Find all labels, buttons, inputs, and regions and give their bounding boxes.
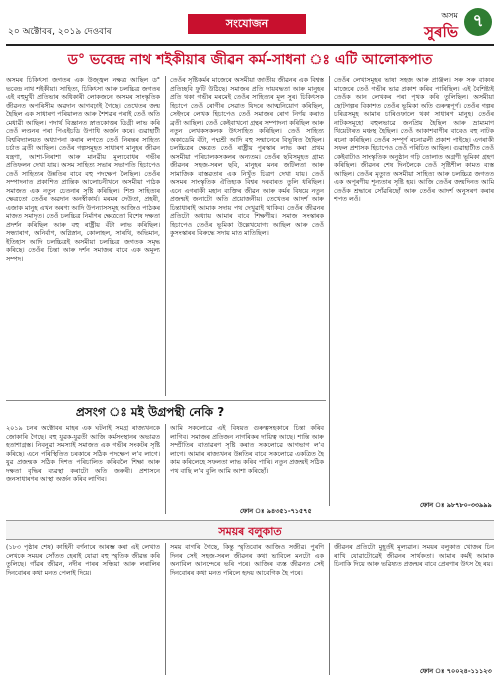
section-divider bbox=[6, 400, 326, 401]
article-column-2-text: তেওঁৰ সৃষ্টিকৰ্মৰ মাজেৰে অসমীয়া জাতীয় জীৱনৰ এক বিশ্বস্ত প্ৰতিচ্ছবি ফুটি উঠিছে। সমাজৰ প্ৰতি দায়বদ্ধতা আৰু মানুহৰ প্ৰতি থকা গভীৰ মৰমেই তেওঁৰ সাহিত্যৰ মূল সুৰ। চিকিৎসক হিচাপে তেওঁ ৰোগীৰ সেৱাত যিদৰে আত্মনিয়োগ কৰিছিল, সেইদৰে লেখক হিচাপেও তেওঁ সমাজৰ ৰোগ নিৰ্ণয় কৰাত ব্ৰতী আছিল। তেওঁ কেইবাখনো গ্ৰন্থৰ সম্পাদনা কৰিছিল আৰু নতুন লেখকসকলক উৎসাহিত কৰিছিল। তেওঁ সাহিত্য অকাডেমি বঁটা, পদ্মশ্ৰী আদি বহু সন্মানেৰে বিভূষিত হৈছিল। চলচ্চিত্ৰৰ ক্ষেত্ৰত তেওঁ ৰাষ্ট্ৰীয় পুৰস্কাৰ লাভ কৰা প্ৰথম অসমীয়া পৰিচালকসকলৰ অন্যতম। তেওঁৰ ছবিসমূহত গ্ৰাম্য জীৱনৰ সহজ-সৰল ছবি, মানুহৰ মনৰ জটিলতা আৰু সামাজিক বাস্তৱতাৰ এক নিখুঁত চিত্ৰণ দেখা যায়। তেওঁ অসমৰ সাংস্কৃতিক ঐতিহ্যক বিশ্বৰ দৰবাৰত তুলি ধৰিছিল। এনে এগৰাকী মহান ব্যক্তিৰ জীৱন আৰু কৰ্মৰ বিষয়ে নতুন প্ৰজন্মই জনাটো অতি প্ৰয়োজনীয়। তেখেতৰ আদৰ্শ আৰু চিন্তাধাৰাই আমাক সদায় পথ দেখুৱাই থাকিব। তেওঁৰ জীৱনৰ প্ৰতিটো অধ্যায় আমাৰ বাবে শিক্ষণীয়। সমাজ সংস্কাৰক হিচাপেও তেওঁৰ ভূমিকা উল্লেখযোগ্য আছিল আৰু তেওঁ কুসংস্কাৰৰ বিৰুদ্ধে সদায় মাত মাতিছিল। bbox=[170, 76, 324, 237]
article-column-1 bbox=[6, 76, 160, 396]
article-headline: ড° ভবেন্দ্ৰ নাথ শইকীয়াৰ জীৱন কৰ্ম-সাধনা ঃ এটি আলোকপাত bbox=[67, 52, 433, 68]
article3-column-3 bbox=[334, 543, 494, 663]
article2-column-1 bbox=[6, 424, 160, 514]
article-column-3-text: তেওঁৰ লেখাসমূহৰ ভাষা সহজ আৰু প্ৰাঞ্জল। সৰু সৰু বাক্যৰ মাজেৰে তেওঁ গভীৰ ভাৱ প্ৰকাশ কৰিব পাৰিছিল। এই বৈশিষ্ট্যই তেওঁক আন লেখকৰ পৰা পৃথক কৰি তুলিছিল। অসমীয়া ছোটগল্পৰ বিকাশত তেওঁৰ ভূমিকা অতি গুৰুত্বপূৰ্ণ। তেওঁৰ গল্পৰ চৰিত্ৰসমূহ আমাৰ চাৰিওফালে থকা সাধাৰণ মানুহ। তেওঁৰ নাটকসমূহো বহুলভাৱে জনপ্ৰিয় হৈছিল আৰু ভ্ৰাম্যমাণ থিয়েটাৰত মঞ্চস্থ হৈছিল। তেওঁ আকাশবাণীৰ বাবেও বহু নাটক ৰচনা কৰিছিল। তেওঁৰ সম্পূৰ্ণ ৰচনাৱলী প্ৰকাশ পাইছে। এগৰাকী সফল প্ৰশাসক হিচাপেও তেওঁ পৰিচিত আছিল। গুৱাহাটীত তেওঁ কেইবাটাও সাংস্কৃতিক অনুষ্ঠান গঢ়ি তোলাত অগ্ৰণী ভূমিকা গ্ৰহণ কৰিছিল। জীৱনৰ শেষ দিনলৈকে তেওঁ সৃষ্টিশীল কামত ব্যস্ত আছিল। তেওঁৰ মৃত্যুত অসমীয়া সাহিত্য আৰু চলচ্চিত্ৰ জগতত এক অপূৰণীয় শূন্যতাৰ সৃষ্টি হয়। আজি তেওঁৰ জন্মদিনত আমি তেওঁক শ্ৰদ্ধাৰে সোঁৱৰিছোঁ আৰু তেওঁৰ আদৰ্শ অনুসৰণ কৰাৰ শপত লওঁ। bbox=[334, 76, 494, 203]
section-title: সংযোজন bbox=[188, 14, 306, 34]
brand-small: অসম bbox=[441, 11, 458, 20]
footer-title-bar bbox=[6, 520, 494, 540]
column-divider bbox=[165, 424, 166, 514]
article3-column-3-text: জীৱনৰ প্ৰতিটো মুহূৰ্তই মূল্যৱান। সময়ৰ বলুকাত খোজৰ চিন ৰাখি যোৱাটোৱেই জীৱনৰ সাৰ্থকতা। আমাৰ কৰ্মই আমাক চিনাকি দিয়ে আৰু ভৱিষ্যত প্ৰজন্মৰ বাবে প্ৰেৰণাৰ উৎস হৈ ৰয়। bbox=[334, 543, 494, 568]
column-divider bbox=[329, 76, 330, 506]
column-divider bbox=[329, 543, 330, 675]
column-divider bbox=[165, 76, 166, 396]
article2-column-2-text: আমি সকলোৱে এই বিষয়ত গুৰুত্বসহকাৰে চিন্তা কৰিব লাগিব। সমাজৰ প্ৰতিজন নাগৰিকৰ দায়িত্ব আছে। শান্তি আৰু সম্প্ৰীতিৰ বাতাৱৰণ সৃষ্টি কৰাত সকলোৱে আগভাগ ল'ব লাগে। আমাৰ ৰাজ্যখনৰ উন্নতিৰ বাবে সকলোৱে একত্ৰিত হৈ কাম কৰিলেহে সফলতা লাভ কৰিব পাৰি। নতুন প্ৰজন্মই সঠিক পথ বাছি ল'ব বুলি আমি আশা কৰিছোঁ। bbox=[170, 424, 324, 475]
article3-title: সময়ৰ বলুকাত bbox=[218, 525, 282, 538]
article-signature: ফোন ঃ ৯৮৭৮০-৩৩৯৯৯ bbox=[420, 501, 492, 509]
page-number-badge: ৭ bbox=[464, 8, 492, 36]
article2-signature: ফোন ঃ ৯৪৩৫১-৭১৫৭৫ bbox=[240, 507, 312, 515]
header-divider bbox=[6, 44, 494, 46]
article3-column-1 bbox=[6, 543, 160, 675]
issue-date: ২০ অক্টোবৰ, ২০১৯ দেওবাৰ bbox=[8, 27, 112, 37]
article-column-2 bbox=[170, 76, 324, 396]
column-divider bbox=[165, 543, 166, 675]
article-column-1-text: অসমৰ চিকিৎসা জগতৰ এক উজ্জ্বল নক্ষত্ৰ আছিল ড° ভবেন্দ্ৰ নাথ শইকীয়া। সাহিত্য, চিকিৎসা আৰু চলচ্চিত্ৰ জগতৰ এই বহুমুখী প্ৰতিভাৰ অধিকাৰী লোকজনে অসমৰ সাংস্কৃতিক জীৱনত অপৰিসীম অৱদান আগবঢ়াই গৈছে। তেখেতৰ জন্ম হৈছিল এক সাধাৰণ পৰিয়ালত আৰু শৈশৱৰ পৰাই তেওঁ অতি মেধাৱী আছিল। পদাৰ্থ বিজ্ঞানত স্নাতকোত্তৰ ডিগ্ৰী লাভ কৰি তেওঁ লণ্ডনৰ পৰা পিএইচডি উপাধি অৰ্জন কৰে। গুৱাহাটী বিশ্ববিদ্যালয়ত অধ্যাপনা কৰাৰ লগতে তেওঁ নিৰন্তৰ সাহিত্য চৰ্চাত ব্ৰতী আছিল। তেওঁৰ গল্পসমূহত সাধাৰণ মানুহৰ জীৱন যন্ত্ৰণা, আশা-নিৰাশা আৰু মানৱীয় মূল্যবোধৰ গভীৰ প্ৰতিফলন দেখা যায়। অসম সাহিত্য সভাৰ সভাপতি হিচাপেও তেওঁ সাহিত্যৰ উন্নতিৰ বাবে বহু পদক্ষেপ লৈছিল। তেওঁৰ সম্পাদনাত প্ৰকাশিত প্ৰান্তিক আলোচনীখনে অসমীয়া পাঠক সমাজত এক নতুন চেতনাৰ সৃষ্টি কৰিছিল। শিশু সাহিত্যৰ ক্ষেত্ৰতো তেওঁৰ অৱদান অনস্বীকাৰ্য। মৰমৰ দেউতা, প্ৰহৰী, এজাক মানুহ এখন অৰণ্য আদি উপন্যাসসমূহ আজিও পাঠকৰ মাজত সমাদৃত। তেওঁ চলচ্চিত্ৰ নিৰ্মাণৰ ক্ষেত্ৰতো বিশেষ দক্ষতা প্ৰদৰ্শন কৰিছিল আৰু বহু ৰাষ্ট্ৰীয় বঁটা লাভ কৰিছিল। সন্ধ্যাৰাগ, অনিৰ্বাণ, অগ্নিস্নান, কোলাহল, সাৰথি, অভিমান, ইতিহাস আদি চলচ্চিত্ৰই অসমীয়া চলচ্চিত্ৰ জগতক সমৃদ্ধ কৰিছে। তেওঁৰ চিন্তা আৰু দৰ্শন সমাজৰ বাবে এক অমূল্য সম্পদ। bbox=[6, 76, 160, 263]
article3-column-2 bbox=[170, 543, 324, 675]
article3-column-2-text: সময় বাগৰি গৈছে, কিন্তু স্মৃতিবোৰ আজিও সজীৱ। পুৰণি দিনৰ সেই সহজ-সৰল জীৱনৰ কথা ভাবিলে মনটো এক অনাবিল আনন্দেৰে ভৰি পৰে। আজিৰ ব্যস্ত জীৱনত সেই দিনবোৰৰ কথা মনত পৰিলে হৃদয় আবেগিক হৈ পৰে। bbox=[170, 543, 324, 577]
article-column-3 bbox=[334, 76, 494, 496]
article2-column-1-text: ২০১৯ চনৰ অক্টোবৰ মাহৰ এক ঘটনাই সমগ্ৰ ৰাজ্যখনকে জোকাৰি গৈছে। বহু যুৱক-যুৱতী আজি কৰ্মসংস্থানৰ অভাৱত হতাশাগ্ৰস্ত। নিবনুৱা সমস্যাই সমাজত এক গভীৰ সংকটৰ সৃষ্টি কৰিছে। এনে পৰিস্থিতিত চৰকাৰে সঠিক পদক্ষেপ ল'ব লাগে। যুৱ প্ৰজন্মক সঠিক দিশত পৰিচালিত কৰিবলৈ শিক্ষা আৰু দক্ষতা বৃদ্ধিৰ ব্যৱস্থা কৰাটো অতি জৰুৰী। প্ৰশাসনে জনসাধাৰণৰ আস্থা অৰ্জন কৰিব লাগিব। bbox=[6, 424, 160, 483]
article2-column-2 bbox=[170, 424, 324, 504]
brand-logo bbox=[394, 10, 458, 40]
article2-title: প্ৰসংগ ঃ মই উগ্ৰপন্থী নেকি ? bbox=[75, 405, 225, 419]
article3-signature: ফোন ঃ ৭০০২৪-১১১২৩ bbox=[420, 667, 492, 675]
brand-large: সুৰভি bbox=[424, 23, 458, 41]
page-header bbox=[6, 4, 494, 44]
article3-column-1-text: (১৮৩ পৃষ্ঠাৰ শেষ) কাহিনী বৰ্ণনাৰে আৰম্ভ কৰা এই লেখাত লেখকে সময়ৰ সোঁতত হেৰাই যোৱা বহু স্মৃতিক জীৱন্ত কৰি তুলিছে। গাঁৱৰ জীৱন, নদীৰ পাৰৰ সন্ধিয়া আৰু লৰালিৰ দিনবোৰৰ কথা মনত পেলাই দিয়ে। bbox=[6, 543, 160, 577]
